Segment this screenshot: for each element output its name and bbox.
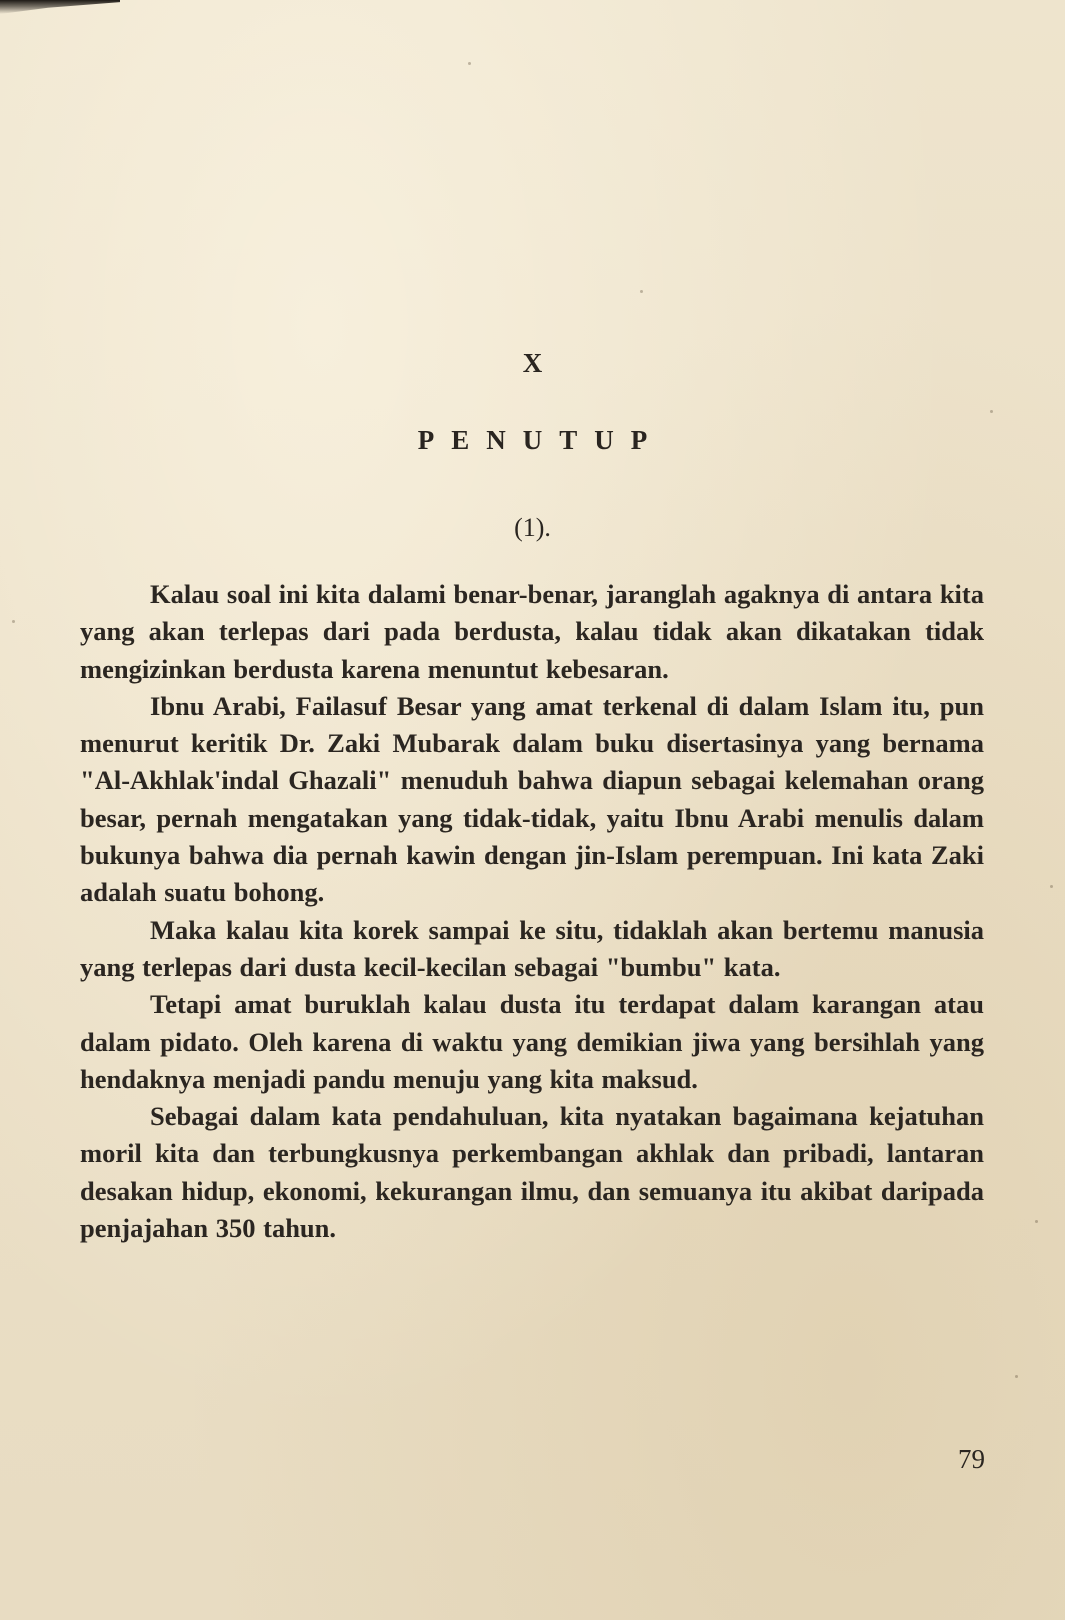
paper-speck bbox=[640, 290, 643, 293]
body-text bbox=[80, 576, 984, 1247]
paper-speck bbox=[1035, 1220, 1038, 1223]
scan-corner-mark bbox=[0, 0, 120, 14]
paragraph: Tetapi amat buruklah kalau dusta itu terdapat dalam karangan atau dalam pidato. Oleh karena di waktu yang demikian jiwa yang bersihlah yang hendaknya menjadi pandu menuju yang kita maksud. bbox=[80, 989, 984, 1094]
paragraph: Sebagai dalam kata pendahuluan, kita nyatakan bagaimana kejatuhan moril kita dan terbungkusnya perkembangan akhlak dan pribadi, lantaran desakan hidup, ekonomi, kekurangan ilmu, dan semuanya itu akibat daripada penjajahan 350 tahun. bbox=[80, 1101, 984, 1244]
paper-speck bbox=[990, 410, 993, 413]
paper-speck bbox=[12, 620, 15, 623]
paper-speck bbox=[1050, 885, 1053, 888]
section-number: (1). bbox=[514, 513, 551, 542]
paragraph: Ibnu Arabi, Failasuf Besar yang amat terkenal di dalam Islam itu, pun menurut keritik Dr. Zaki Mubarak dalam buku disertasinya yang bernama "Al-Akhlak'indal Ghazali" menuduh bahwa diapun sebagai kelemahan orang besar, pernah mengatakan yang tidak-tidak, yaitu Ibnu Arabi menulis dalam bukunya bahwa dia pernah kawin dengan jin-Islam perempuan. Ini kata Zaki adalah suatu bohong. bbox=[80, 690, 984, 908]
paper-speck bbox=[1015, 1375, 1018, 1378]
paragraph: Kalau soal ini kita dalami benar-benar, jaranglah agaknya di antara kita yang akan terlepas dari pada berdusta, kalau tidak akan dikatakan tidak mengizinkan berdusta karena menuntut kebesaran. bbox=[80, 579, 984, 684]
page-number: 79 bbox=[958, 1444, 985, 1474]
paragraph: Maka kalau kita korek sampai ke situ, tidaklah akan bertemu manusia yang terlepas dari dusta kecil-kecilan sebagai "bumbu" kata. bbox=[80, 914, 984, 982]
chapter-number: X bbox=[522, 348, 543, 378]
chapter-title: PENUTUP bbox=[417, 425, 665, 455]
paper-speck bbox=[468, 62, 471, 65]
